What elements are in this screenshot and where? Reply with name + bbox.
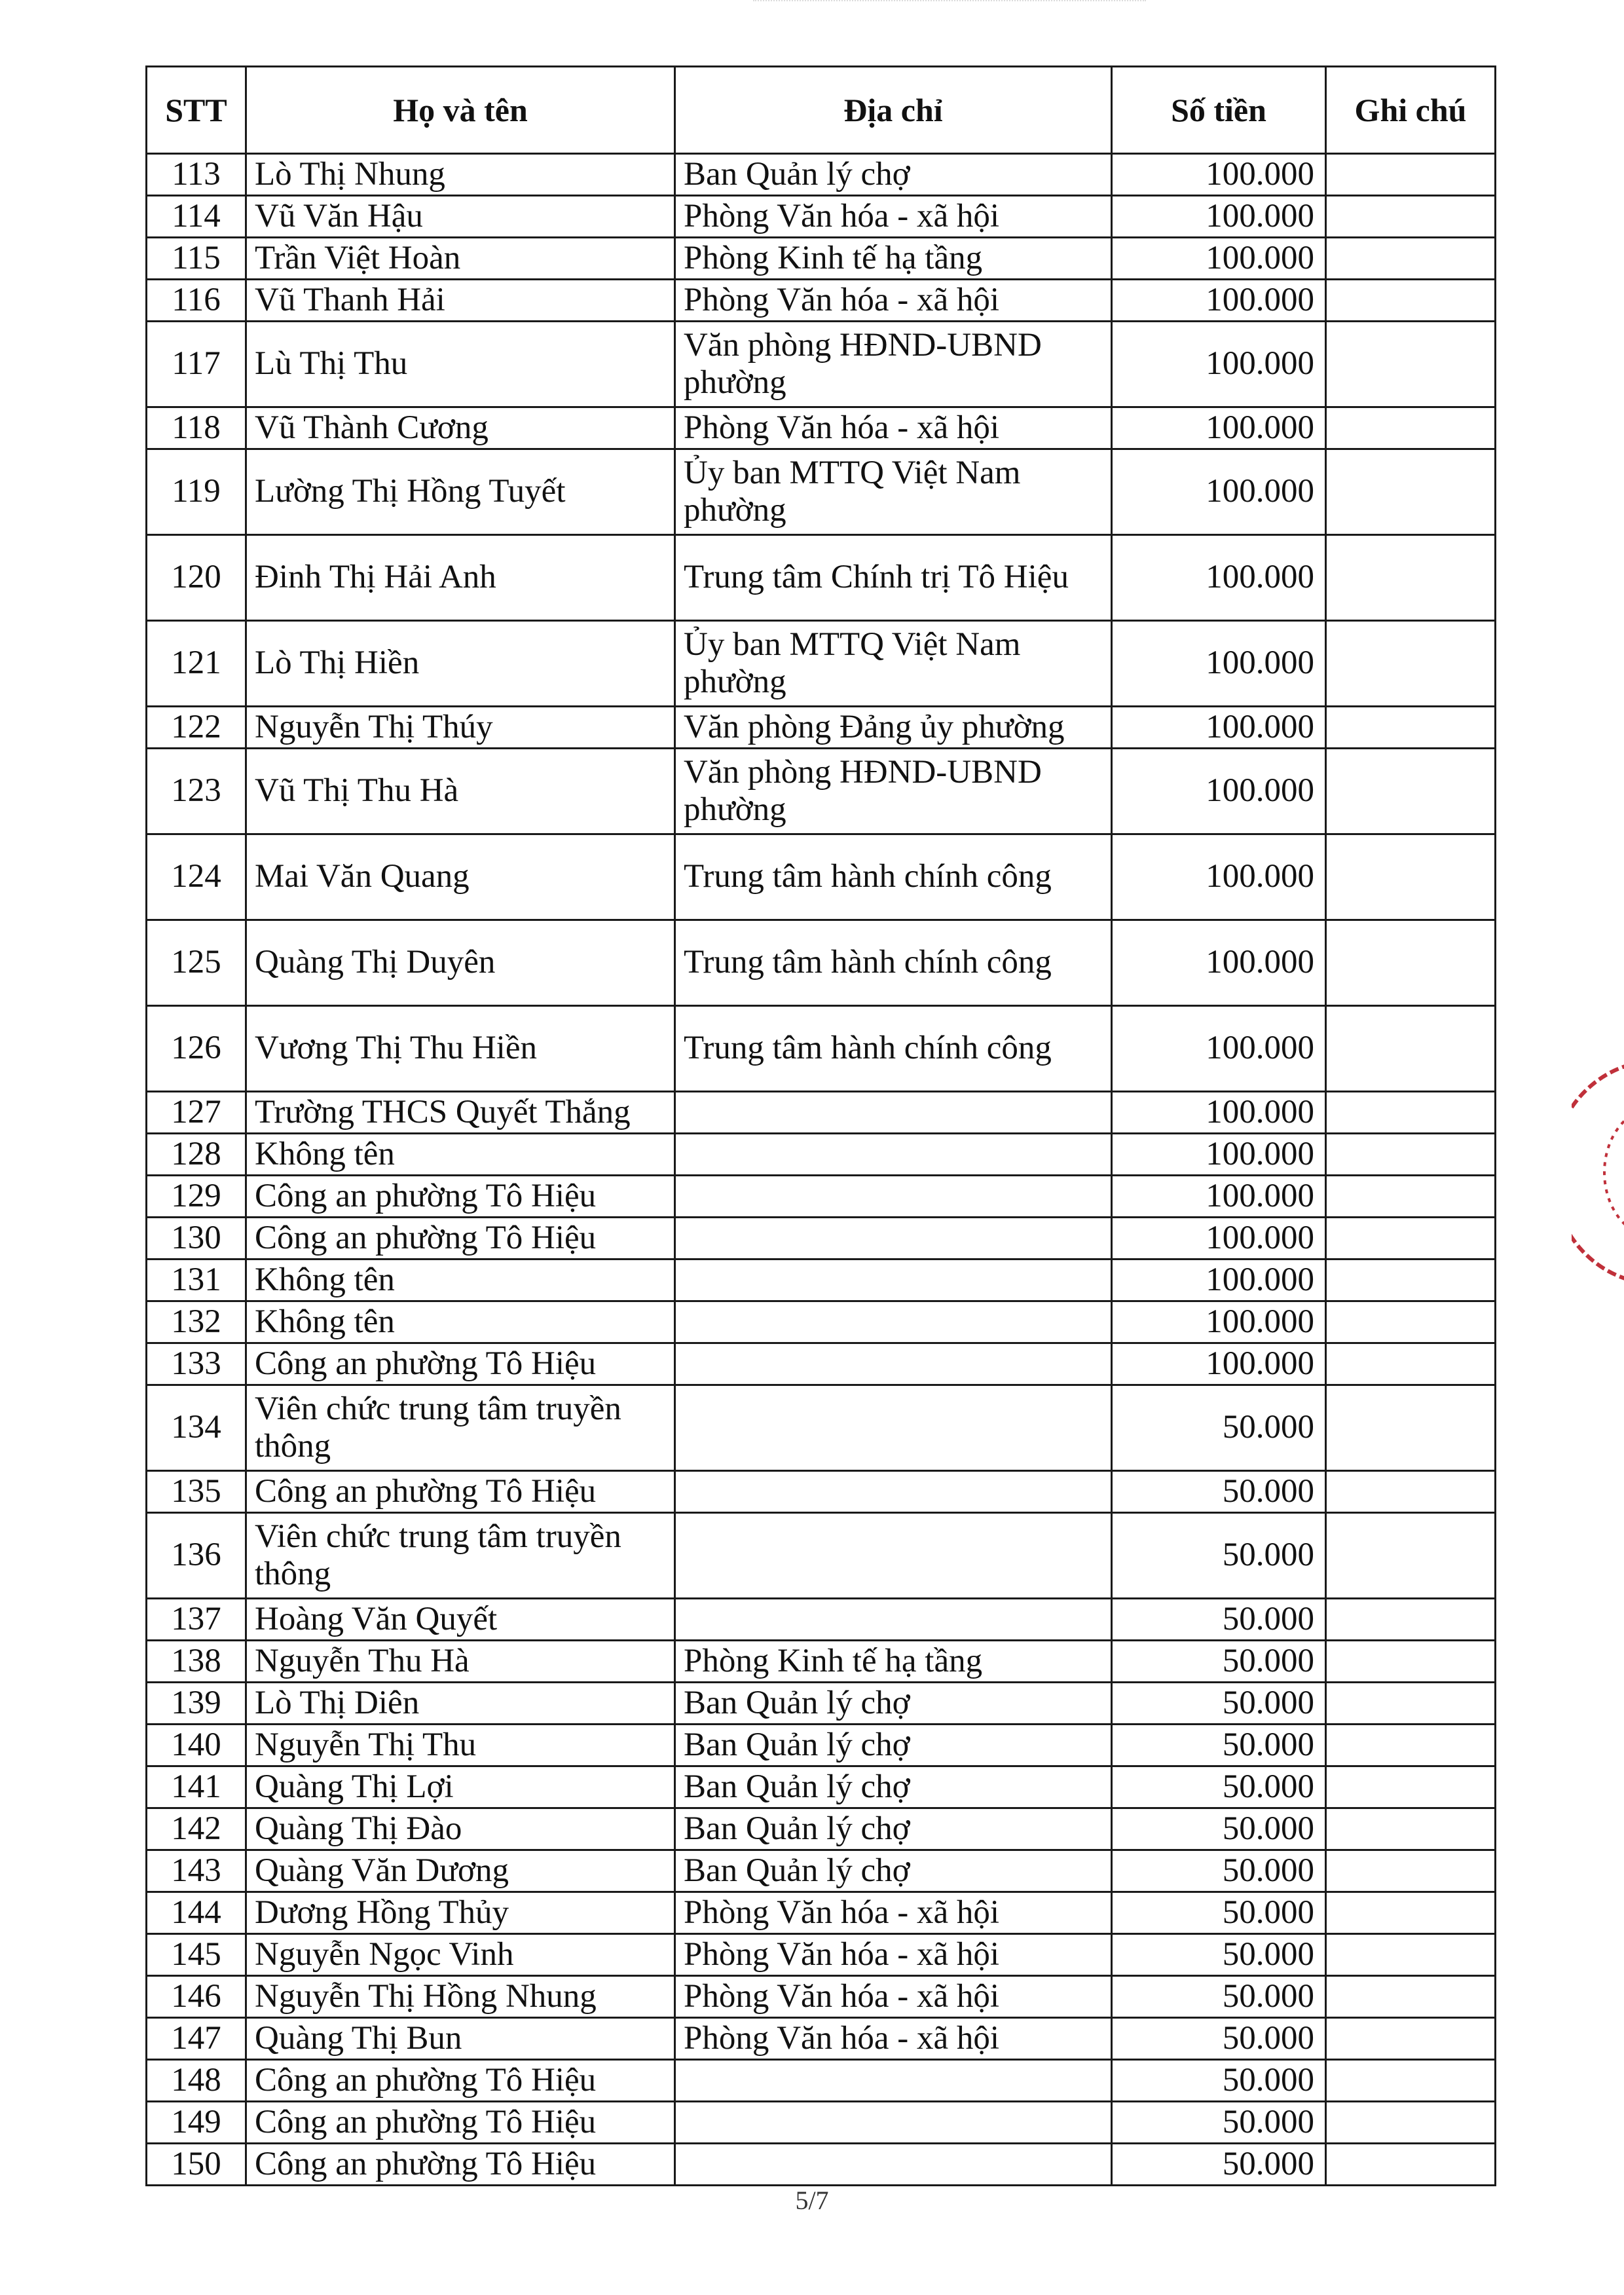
- table-row: [147, 1976, 1496, 2018]
- amount-cell: 100.000: [1112, 1006, 1326, 1092]
- amount-cell: 100.000: [1112, 154, 1326, 196]
- stt-cell: 142: [147, 1808, 246, 1850]
- name-cell: Nguyễn Thị Thúy: [246, 707, 675, 749]
- address-cell: Ban Quản lý chợ: [675, 1766, 1112, 1808]
- table-row: [147, 749, 1496, 834]
- stt-cell: 129: [147, 1176, 246, 1218]
- name-cell: Lò Thị Diên: [246, 1683, 675, 1725]
- name-cell: Không tên: [246, 1301, 675, 1343]
- stt-cell: 119: [147, 449, 246, 535]
- seal-arc: [1572, 1061, 1624, 1284]
- note-cell: [1326, 834, 1496, 920]
- stt-cell: 140: [147, 1725, 246, 1766]
- address-cell: Phòng Văn hóa - xã hội: [675, 1976, 1112, 2018]
- amount-cell: 50.000: [1112, 2018, 1326, 2060]
- address-cell: Phòng Văn hóa - xã hội: [675, 280, 1112, 322]
- table-row: [147, 1134, 1496, 1176]
- note-cell: [1326, 196, 1496, 238]
- table-row: [147, 1092, 1496, 1134]
- note-cell: [1326, 1599, 1496, 1641]
- note-cell: [1326, 322, 1496, 407]
- name-cell: Hoàng Văn Quyết: [246, 1599, 675, 1641]
- note-cell: [1326, 1092, 1496, 1134]
- note-cell: [1326, 707, 1496, 749]
- name-cell: Công an phường Tô Hiệu: [246, 1343, 675, 1385]
- address-cell: [675, 1513, 1112, 1599]
- table-row: [147, 1766, 1496, 1808]
- stt-cell: 143: [147, 1850, 246, 1892]
- donation-table-container: [145, 65, 1494, 2186]
- amount-cell: 100.000: [1112, 407, 1326, 449]
- address-cell: [675, 1385, 1112, 1471]
- amount-cell: 50.000: [1112, 2060, 1326, 2102]
- amount-cell: 100.000: [1112, 535, 1326, 621]
- name-cell: Lù Thị Thu: [246, 322, 675, 407]
- table-row: [147, 1218, 1496, 1259]
- address-cell: [675, 1599, 1112, 1641]
- name-cell: Trần Việt Hoàn: [246, 238, 675, 280]
- stt-cell: 150: [147, 2144, 246, 2186]
- table-row: [147, 1471, 1496, 1513]
- address-cell: [675, 1218, 1112, 1259]
- address-cell: Ban Quản lý chợ: [675, 1850, 1112, 1892]
- note-cell: [1326, 1343, 1496, 1385]
- address-cell: [675, 2060, 1112, 2102]
- note-cell: [1326, 1850, 1496, 1892]
- note-cell: [1326, 238, 1496, 280]
- stt-cell: 138: [147, 1641, 246, 1683]
- address-cell: [675, 1471, 1112, 1513]
- table-row: [147, 2144, 1496, 2186]
- table-row: [147, 449, 1496, 535]
- name-cell: Công an phường Tô Hiệu: [246, 1471, 675, 1513]
- name-cell: Vũ Thị Thu Hà: [246, 749, 675, 834]
- note-cell: [1326, 1385, 1496, 1471]
- stt-cell: 125: [147, 920, 246, 1006]
- stt-cell: 130: [147, 1218, 246, 1259]
- name-cell: Quàng Văn Dương: [246, 1850, 675, 1892]
- address-cell: Văn phòng Đảng ủy phường: [675, 707, 1112, 749]
- table-row: [147, 1513, 1496, 1599]
- address-cell: Ban Quản lý chợ: [675, 1683, 1112, 1725]
- note-cell: [1326, 1641, 1496, 1683]
- note-cell: [1326, 920, 1496, 1006]
- address-cell: Ủy ban MTTQ Việt Nam phường: [675, 449, 1112, 535]
- address-cell: [675, 2144, 1112, 2186]
- amount-cell: 50.000: [1112, 1385, 1326, 1471]
- amount-cell: 100.000: [1112, 1176, 1326, 1218]
- address-cell: Ban Quản lý chợ: [675, 1808, 1112, 1850]
- stt-cell: 114: [147, 196, 246, 238]
- address-cell: [675, 1301, 1112, 1343]
- note-cell: [1326, 1471, 1496, 1513]
- stt-cell: 144: [147, 1892, 246, 1934]
- table-row: [147, 535, 1496, 621]
- address-cell: Trung tâm hành chính công: [675, 1006, 1112, 1092]
- name-cell: Công an phường Tô Hiệu: [246, 1218, 675, 1259]
- stt-cell: 126: [147, 1006, 246, 1092]
- table-row: [147, 1934, 1496, 1976]
- amount-cell: 100.000: [1112, 749, 1326, 834]
- table-body: [147, 154, 1496, 2186]
- stt-cell: 135: [147, 1471, 246, 1513]
- name-cell: Lò Thị Nhung: [246, 154, 675, 196]
- note-cell: [1326, 2144, 1496, 2186]
- note-cell: [1326, 1513, 1496, 1599]
- note-cell: [1326, 535, 1496, 621]
- amount-cell: 50.000: [1112, 1641, 1326, 1683]
- name-cell: Nguyễn Ngọc Vinh: [246, 1934, 675, 1976]
- note-cell: [1326, 154, 1496, 196]
- address-cell: Ban Quản lý chợ: [675, 154, 1112, 196]
- name-cell: Vũ Thành Cương: [246, 407, 675, 449]
- address-cell: [675, 1343, 1112, 1385]
- table-row: [147, 1850, 1496, 1892]
- stt-cell: 136: [147, 1513, 246, 1599]
- note-cell: [1326, 449, 1496, 535]
- address-cell: Ban Quản lý chợ: [675, 1725, 1112, 1766]
- amount-cell: 50.000: [1112, 1976, 1326, 2018]
- note-cell: [1326, 1808, 1496, 1850]
- name-cell: Công an phường Tô Hiệu: [246, 2144, 675, 2186]
- donation-table: [145, 65, 1496, 2186]
- address-cell: Văn phòng HĐND-UBND phường: [675, 749, 1112, 834]
- stt-cell: 113: [147, 154, 246, 196]
- stt-cell: 146: [147, 1976, 246, 2018]
- address-cell: Trung tâm Chính trị Tô Hiệu: [675, 535, 1112, 621]
- table-row: [147, 1301, 1496, 1343]
- name-cell: Công an phường Tô Hiệu: [246, 2102, 675, 2144]
- note-cell: [1326, 1725, 1496, 1766]
- note-cell: [1326, 2018, 1496, 2060]
- table-row: [147, 621, 1496, 707]
- table-row: [147, 1259, 1496, 1301]
- table-row: [147, 1892, 1496, 1934]
- amount-cell: 100.000: [1112, 1301, 1326, 1343]
- amount-cell: 100.000: [1112, 280, 1326, 322]
- name-cell: Quàng Thị Lợi: [246, 1766, 675, 1808]
- table-row: [147, 920, 1496, 1006]
- amount-cell: 50.000: [1112, 1934, 1326, 1976]
- address-cell: [675, 1134, 1112, 1176]
- stt-cell: 124: [147, 834, 246, 920]
- address-cell: Phòng Kinh tế hạ tầng: [675, 238, 1112, 280]
- name-cell: Không tên: [246, 1134, 675, 1176]
- stt-cell: 141: [147, 1766, 246, 1808]
- table-row: [147, 2018, 1496, 2060]
- note-cell: [1326, 1218, 1496, 1259]
- amount-cell: 50.000: [1112, 1725, 1326, 1766]
- scan-artifact: [753, 0, 1146, 8]
- note-cell: [1326, 2102, 1496, 2144]
- note-cell: [1326, 1683, 1496, 1725]
- stt-cell: 145: [147, 1934, 246, 1976]
- note-cell: [1326, 1976, 1496, 2018]
- amount-cell: 100.000: [1112, 621, 1326, 707]
- address-cell: Phòng Văn hóa - xã hội: [675, 407, 1112, 449]
- table-row: [147, 1385, 1496, 1471]
- name-cell: Mai Văn Quang: [246, 834, 675, 920]
- address-cell: Phòng Văn hóa - xã hội: [675, 1892, 1112, 1934]
- stt-cell: 132: [147, 1301, 246, 1343]
- note-cell: [1326, 1892, 1496, 1934]
- table-row: [147, 1176, 1496, 1218]
- header-stt: STT: [147, 67, 246, 154]
- address-cell: [675, 1176, 1112, 1218]
- note-cell: [1326, 749, 1496, 834]
- table-row: [147, 1725, 1496, 1766]
- amount-cell: 50.000: [1112, 1766, 1326, 1808]
- stt-cell: 131: [147, 1259, 246, 1301]
- table-row: [147, 154, 1496, 196]
- table-row: [147, 322, 1496, 407]
- table-row: [147, 238, 1496, 280]
- amount-cell: 100.000: [1112, 834, 1326, 920]
- note-cell: [1326, 407, 1496, 449]
- header-amount: Số tiền: [1112, 67, 1326, 154]
- name-cell: Vũ Văn Hậu: [246, 196, 675, 238]
- table-row: [147, 196, 1496, 238]
- name-cell: Lò Thị Hiền: [246, 621, 675, 707]
- name-cell: Viên chức trung tâm truyền thông: [246, 1385, 675, 1471]
- note-cell: [1326, 1176, 1496, 1218]
- address-cell: [675, 2102, 1112, 2144]
- amount-cell: 50.000: [1112, 1850, 1326, 1892]
- amount-cell: 100.000: [1112, 1134, 1326, 1176]
- amount-cell: 50.000: [1112, 1892, 1326, 1934]
- address-cell: [675, 1092, 1112, 1134]
- amount-cell: 50.000: [1112, 1599, 1326, 1641]
- table-row: [147, 280, 1496, 322]
- stt-cell: 134: [147, 1385, 246, 1471]
- stt-cell: 118: [147, 407, 246, 449]
- stt-cell: 121: [147, 621, 246, 707]
- seal-inner-arc: [1604, 1107, 1624, 1238]
- note-cell: [1326, 1934, 1496, 1976]
- stt-cell: 117: [147, 322, 246, 407]
- amount-cell: 100.000: [1112, 196, 1326, 238]
- table-row: [147, 1599, 1496, 1641]
- table-row: [147, 707, 1496, 749]
- name-cell: Vũ Thanh Hải: [246, 280, 675, 322]
- amount-cell: 50.000: [1112, 1471, 1326, 1513]
- amount-cell: 100.000: [1112, 1343, 1326, 1385]
- table-row: [147, 2060, 1496, 2102]
- name-cell: Viên chức trung tâm truyền thông: [246, 1513, 675, 1599]
- name-cell: Quàng Thị Đào: [246, 1808, 675, 1850]
- name-cell: Dương Hồng Thủy: [246, 1892, 675, 1934]
- address-cell: Phòng Văn hóa - xã hội: [675, 1934, 1112, 1976]
- stt-cell: 139: [147, 1683, 246, 1725]
- table-row: [147, 1343, 1496, 1385]
- stt-cell: 120: [147, 535, 246, 621]
- amount-cell: 100.000: [1112, 322, 1326, 407]
- table-row: [147, 1006, 1496, 1092]
- stt-cell: 116: [147, 280, 246, 322]
- amount-cell: 100.000: [1112, 707, 1326, 749]
- stt-cell: 137: [147, 1599, 246, 1641]
- stt-cell: 147: [147, 2018, 246, 2060]
- amount-cell: 100.000: [1112, 449, 1326, 535]
- amount-cell: 50.000: [1112, 2102, 1326, 2144]
- note-cell: [1326, 1301, 1496, 1343]
- stt-cell: 149: [147, 2102, 246, 2144]
- stt-cell: 127: [147, 1092, 246, 1134]
- table-row: [147, 1641, 1496, 1683]
- amount-cell: 100.000: [1112, 238, 1326, 280]
- header-note: Ghi chú: [1326, 67, 1496, 154]
- name-cell: Trường THCS Quyết Thắng: [246, 1092, 675, 1134]
- table-row: [147, 407, 1496, 449]
- amount-cell: 50.000: [1112, 2144, 1326, 2186]
- table-row: [147, 834, 1496, 920]
- amount-cell: 100.000: [1112, 1092, 1326, 1134]
- header-name: Họ và tên: [246, 67, 675, 154]
- address-cell: Phòng Văn hóa - xã hội: [675, 2018, 1112, 2060]
- stt-cell: 122: [147, 707, 246, 749]
- note-cell: [1326, 621, 1496, 707]
- name-cell: Nguyễn Thu Hà: [246, 1641, 675, 1683]
- note-cell: [1326, 1766, 1496, 1808]
- header-address: Địa chỉ: [675, 67, 1112, 154]
- address-cell: Văn phòng HĐND-UBND phường: [675, 322, 1112, 407]
- amount-cell: 100.000: [1112, 1218, 1326, 1259]
- note-cell: [1326, 1259, 1496, 1301]
- name-cell: Quàng Thị Bun: [246, 2018, 675, 2060]
- amount-cell: 100.000: [1112, 1259, 1326, 1301]
- name-cell: Không tên: [246, 1259, 675, 1301]
- amount-cell: 50.000: [1112, 1808, 1326, 1850]
- address-cell: Phòng Văn hóa - xã hội: [675, 196, 1112, 238]
- table-row: [147, 1683, 1496, 1725]
- amount-cell: 50.000: [1112, 1513, 1326, 1599]
- address-cell: Ủy ban MTTQ Việt Nam phường: [675, 621, 1112, 707]
- name-cell: Công an phường Tô Hiệu: [246, 1176, 675, 1218]
- name-cell: Nguyễn Thị Thu: [246, 1725, 675, 1766]
- amount-cell: 100.000: [1112, 920, 1326, 1006]
- stt-cell: 148: [147, 2060, 246, 2102]
- table-row: [147, 1808, 1496, 1850]
- stt-cell: 115: [147, 238, 246, 280]
- note-cell: [1326, 1006, 1496, 1092]
- name-cell: Nguyễn Thị Hồng Nhung: [246, 1976, 675, 2018]
- stt-cell: 128: [147, 1134, 246, 1176]
- address-cell: Phòng Kinh tế hạ tầng: [675, 1641, 1112, 1683]
- note-cell: [1326, 2060, 1496, 2102]
- stt-cell: 123: [147, 749, 246, 834]
- address-cell: Trung tâm hành chính công: [675, 920, 1112, 1006]
- red-seal-stamp: [1572, 1048, 1624, 1297]
- name-cell: Quàng Thị Duyên: [246, 920, 675, 1006]
- stt-cell: 133: [147, 1343, 246, 1385]
- address-cell: Trung tâm hành chính công: [675, 834, 1112, 920]
- note-cell: [1326, 280, 1496, 322]
- name-cell: Lường Thị Hồng Tuyết: [246, 449, 675, 535]
- name-cell: Công an phường Tô Hiệu: [246, 2060, 675, 2102]
- table-row: [147, 2102, 1496, 2144]
- amount-cell: 50.000: [1112, 1683, 1326, 1725]
- table-header-row: [147, 67, 1496, 154]
- note-cell: [1326, 1134, 1496, 1176]
- name-cell: Đinh Thị Hải Anh: [246, 535, 675, 621]
- page-number: 5/7: [795, 2186, 829, 2215]
- name-cell: Vương Thị Thu Hiền: [246, 1006, 675, 1092]
- address-cell: [675, 1259, 1112, 1301]
